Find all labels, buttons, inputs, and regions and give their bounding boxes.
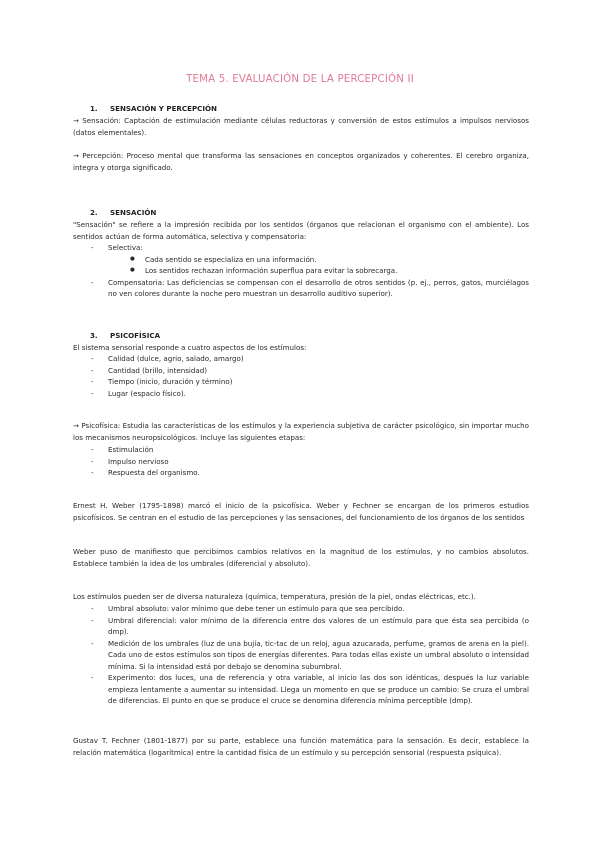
list-item: - Umbral diferencial: valor mínimo de la diferencia entre dos valores de un estímulo para que ésta sea percibida (o dmp). xyxy=(73,615,529,638)
list-item: ● Cada sentido se especializa en una información. xyxy=(73,254,529,266)
sensacion-definition: → Sensación: Captación de estimulación mediante células reductoras y conversión de estos estímulos a impulsos nerviosos (datos elementales). xyxy=(73,116,529,137)
list-item: - Experimento: dos luces, una de referencia y otra variable, al inicio las dos son idénticas, después la luz variable empieza lentamente a aumentar su intensidad. Llega un momento en que se produce un cambio: Se cruza el umbral de diferencias. El punto en que se produce el cruce se denomina diferencia mínima perceptible (dmp). xyxy=(73,672,529,707)
fechner-paragraph: Gustav T. Fechner (1801-1877) por su parte, establece una función matemática para la sensación. Es decir, establece la relación matemática (logarítmica) entre la cantidad física de un estímulo y su percepción sensorial (respuesta psíquica). xyxy=(73,736,529,757)
estimulos-paragraph: Los estímulos pueden ser de diversa naturaleza (química, temperatura, presión de la piel, ondas eléctricas, etc.). xyxy=(73,592,476,601)
list-item: - Respuesta del organismo. xyxy=(73,467,529,479)
psicofisica-intro: El sistema sensorial responde a cuatro aspectos de los estímulos: xyxy=(73,343,307,352)
section-1-number: 1. xyxy=(90,104,98,113)
section-3-title: PSICOFÍSICA xyxy=(110,331,161,340)
list-item: - Calidad (dulce, agrio, salado, amargo) xyxy=(73,353,529,365)
psicofisica-definition: → Psicofísica: Estudia las características de los estímulos y la experiencia subjetiva de carácter psicológico, sin importar mucho los mecanismos neuropsicológicos. Incluye las siguientes etapas: xyxy=(73,421,529,442)
stages-list xyxy=(73,444,529,479)
umbrales-list xyxy=(73,603,529,707)
list-item: - Umbral absoluto: valor mínimo que debe tener un estímulo para que sea percibido. xyxy=(73,603,529,615)
section-1-heading xyxy=(73,103,529,115)
selectiva-list xyxy=(73,242,529,300)
list-item: - Cantidad (brillo, intensidad) xyxy=(73,365,529,377)
list-item: - Selectiva: xyxy=(73,242,529,254)
section-1-title: SENSACIÓN Y PERCEPCIÓN xyxy=(110,104,217,113)
percepcion-definition: → Percepción: Proceso mental que transforma las sensaciones en conceptos organizados y coherentes. El cerebro organiza, integra y otorga significado. xyxy=(73,151,529,172)
list-item: - Medición de los umbrales (luz de una bujía, tic-tac de un reloj, agua azucarada, perfume, gramos de arena en la piel). Cada uno de estos estímulos son tipos de energías diferentes. Para todas ellas existe un umbral absoluto o intensidad mínima. Si la intensidad está por debajo se denomina subumbral. xyxy=(73,638,529,673)
section-2-title: SENSACIÓN xyxy=(110,208,157,217)
section-3-number: 3. xyxy=(90,331,98,340)
section-2-heading xyxy=(73,207,529,219)
list-item: ● Los sentidos rechazan información superflua para evitar la sobrecarga. xyxy=(73,265,529,277)
weber-paragraph: Ernest H. Weber (1795-1898) marcó el inicio de la psicofísica. Weber y Fechner se encargan de los primeros estudios psicofísicos. Se centran en el estudio de las percepciones y las sensaciones, del funcionamiento de los órganos de los sentidos xyxy=(73,501,529,522)
list-item: - Tiempo (inicio, duración y término) xyxy=(73,376,529,388)
aspects-list xyxy=(73,353,529,399)
list-item: - Impulso nervioso xyxy=(73,456,529,468)
list-item: - Lugar (espacio físico). xyxy=(73,388,529,400)
section-3-heading xyxy=(73,330,529,342)
weber-umbrales-paragraph: Weber puso de manifiesto que percibimos cambios relativos en la magnitud de los estímulos, y no cambios absolutos. Establece también la idea de los umbrales (diferencial y absoluto). xyxy=(73,547,529,568)
sensacion-intro: "Sensación" se refiere a la impresión recibida por los sentidos (órganos que relacionan el organismo con el ambiente). Los sentidos actúan de forma automática, selectiva y compensatoria: xyxy=(73,220,529,241)
list-item: - Compensatoria: Las deficiencias se compensan con el desarrollo de otros sentidos (p. ej., perros, gatos, murciélagos no ven colores durante la noche pero muestran un desarrollo auditivo superior). xyxy=(73,277,529,300)
document-title: TEMA 5. EVALUACIÓN DE LA PERCEPCIÓN II xyxy=(186,74,414,85)
section-2-number: 2. xyxy=(90,208,98,217)
list-item: - Estimulación xyxy=(73,444,529,456)
